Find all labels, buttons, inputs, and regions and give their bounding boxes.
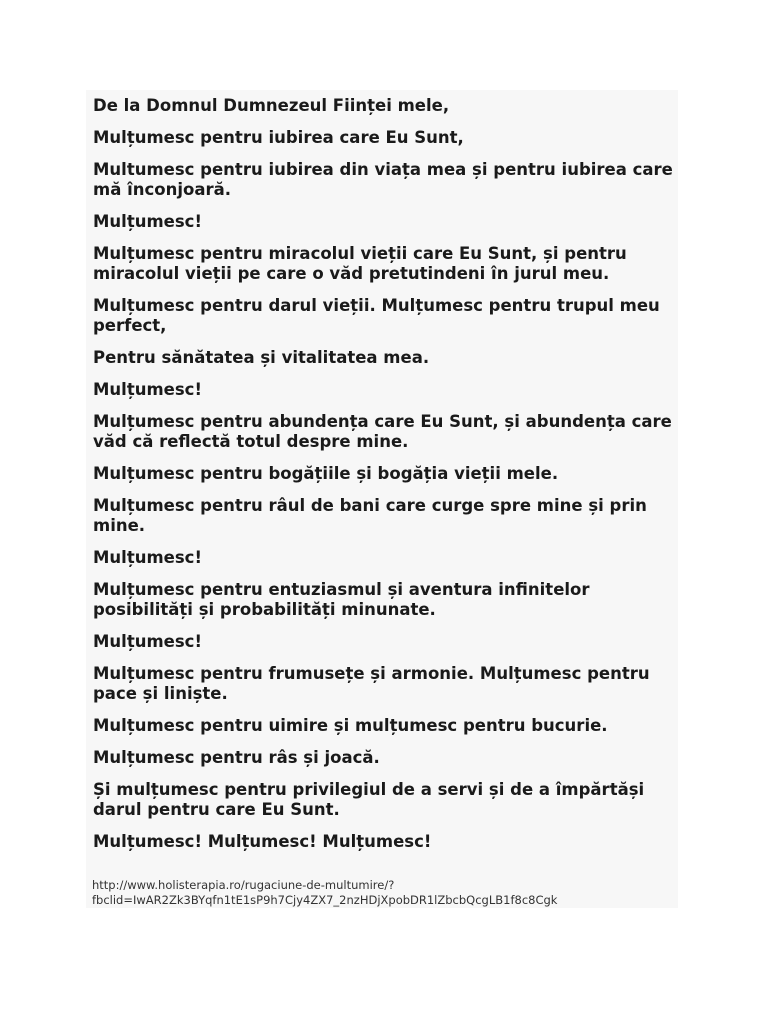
- source-url-line[interactable]: fbclid=IwAR2Zk3BYqfn1tE1sP9h7Cjy4ZX7_2nzHDjXpobDR1lZbcbQcgLB1f8c8Cgk: [92, 893, 558, 907]
- paragraph: Mulțumesc pentru miracolul vieții care Eu Sunt, și pentru miracolul vieții pe care o văd pretutindeni în jurul meu.: [93, 244, 627, 283]
- paragraph: Mulțumesc pentru darul vieții. Mulțumesc pentru trupul meu perfect,: [93, 296, 660, 335]
- paragraph: Mulțumesc!: [93, 548, 202, 567]
- paragraph: Mulțumesc pentru uimire și mulțumesc pentru bucurie.: [93, 716, 608, 735]
- paragraph: Mulțumesc!: [93, 380, 202, 399]
- paragraph: Și mulțumesc pentru privilegiul de a servi și de a împărtăși darul pentru care Eu Sunt.: [93, 780, 645, 819]
- paragraph: Mulțumesc pentru bogățiile și bogăția vieții mele.: [93, 464, 559, 483]
- paragraph: Mulțumesc pentru entuziasmul și aventura infinitelor posibilități și probabilități minunate.: [93, 580, 590, 619]
- prayer-text: [93, 96, 683, 864]
- paragraph: Mulțumesc pentru abundența care Eu Sunt, și abundența care văd că reflectă totul despre mine.: [93, 412, 672, 451]
- paragraph: Mulțumesc pentru iubirea care Eu Sunt,: [93, 128, 464, 147]
- paragraph: Mulțumesc pentru frumusețe și armonie. Mulțumesc pentru pace și liniște.: [93, 664, 650, 703]
- paragraph: Multumesc pentru iubirea din viața mea și pentru iubirea care mă înconjoară.: [93, 160, 673, 199]
- paragraph: Mulțumesc!: [93, 212, 202, 231]
- paragraph: Mulțumesc pentru râs și joacă.: [93, 748, 380, 767]
- paragraph: Mulțumesc! Mulțumesc! Mulțumesc!: [93, 832, 432, 851]
- source-url-line[interactable]: http://www.holisterapia.ro/rugaciune-de-multumire/?: [92, 878, 395, 892]
- paragraph: Pentru sănătatea și vitalitatea mea.: [93, 348, 430, 367]
- paragraph: Mulțumesc!: [93, 632, 202, 651]
- paragraph: De la Domnul Dumnezeul Ființei mele,: [93, 96, 450, 115]
- source-link[interactable]: [92, 878, 682, 908]
- paragraph: Mulțumesc pentru râul de bani care curge spre mine și prin mine.: [93, 496, 647, 535]
